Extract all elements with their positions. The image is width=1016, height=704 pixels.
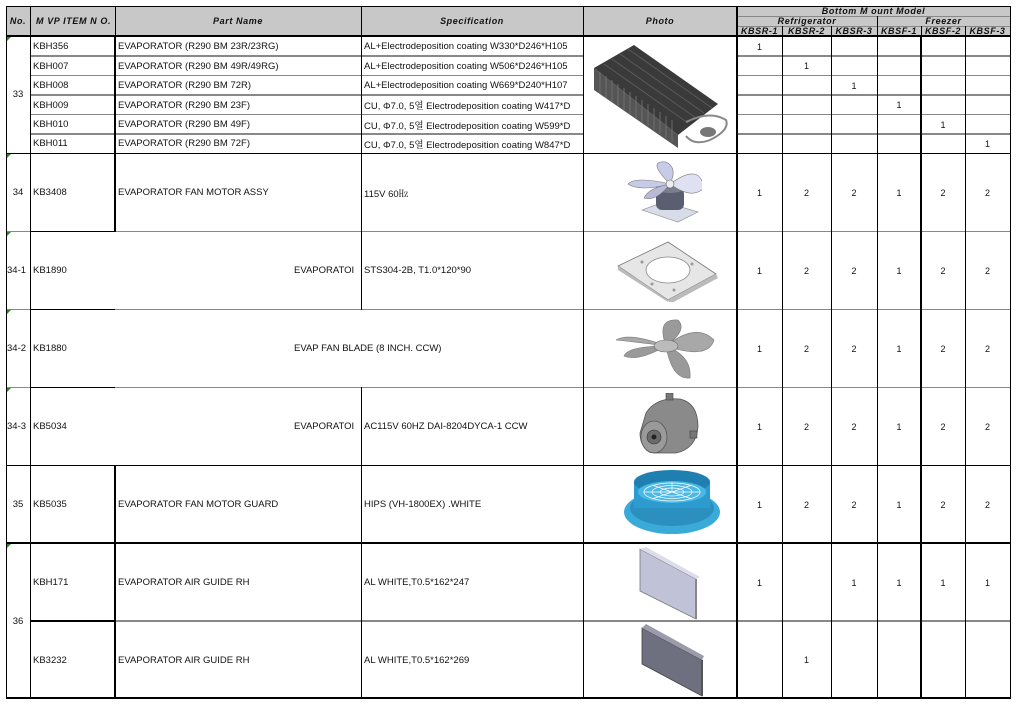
part-name: EVAPORATOI <box>294 265 355 276</box>
specification: 115V 60㎐ <box>364 188 409 200</box>
row-no-34-1: 34-1 <box>7 265 27 276</box>
part-name: EVAPORATOI <box>294 421 355 432</box>
qty-kbsr-2: 1 <box>803 655 809 665</box>
row-no-34-2: 34-2 <box>7 343 27 354</box>
qty-kbsr-2: 2 <box>803 187 809 198</box>
qty-kbsf-3: 2 <box>984 499 990 510</box>
fan-guard-image <box>622 468 722 538</box>
part-name: EVAPORATOR FAN MOTOR ASSY <box>118 187 269 198</box>
qty-kbsf-2: 2 <box>940 265 946 276</box>
qty-kbsf-3: 2 <box>984 187 990 198</box>
specification: AL WHITE,T0.5*162*269 <box>364 654 470 666</box>
evaporator-coil-image <box>590 40 732 148</box>
specification: AC115V 60HZ DAI-8204DYCA-1 CCW <box>364 421 528 432</box>
part-name: EVAPORATOR (R290 BM 23F) <box>118 99 250 111</box>
qty-kbsf-3: 2 <box>984 343 990 354</box>
qty-kbsr-2 <box>782 544 831 621</box>
header-model-kbsf-2: KBSF-2 <box>921 26 965 36</box>
item-no: KB5034 <box>33 421 67 432</box>
specification: CU, Φ7.0, 5열 Electrodeposition coating W599*D <box>364 120 571 132</box>
qty-kbsr-1: 1 <box>756 265 762 276</box>
qty-kbsr-3: 2 <box>851 265 857 276</box>
row-no-36: 36 <box>12 615 24 627</box>
qty-kbsf-3 <box>965 622 1010 698</box>
qty-kbsr-3: 2 <box>851 499 857 510</box>
part-name: EVAPORATOR (R290 BM 23R/23RG) <box>118 41 279 52</box>
qty-kbsf-2 <box>921 622 965 698</box>
header-bottom-mount-model: Bottom M ount Model <box>737 6 1010 16</box>
header-part-name: Part Name <box>115 6 361 36</box>
row-no-33: 33 <box>12 89 24 100</box>
header-refrigerator: Refrigerator <box>737 16 877 26</box>
qty-kbsr-3: 1 <box>851 80 857 91</box>
item-no: KBH171 <box>33 577 69 588</box>
part-name: EVAPORATOR (R290 BM 72F) <box>118 138 250 149</box>
qty-kbsr-1: 1 <box>756 577 762 588</box>
qty-kbsr-2: 1 <box>803 61 809 71</box>
part-name: EVAPORATOR AIR GUIDE RH <box>118 654 250 666</box>
item-no: KBH007 <box>33 60 69 72</box>
qty-kbsr-3: 2 <box>851 187 857 198</box>
qty-kbsf-1: 1 <box>896 187 902 198</box>
qty-kbsf-3: 1 <box>984 577 990 588</box>
specification: AL+Electrodeposition coating W506*D246*H105 <box>364 60 568 72</box>
qty-kbsf-2: 1 <box>940 577 946 588</box>
header-specification: Specification <box>361 6 583 36</box>
part-name: EVAPORATOR (R290 BM 49R/49RG) <box>118 60 279 72</box>
qty-kbsf-1: 1 <box>896 100 902 110</box>
header-model-kbsr-2: KBSR-2 <box>782 26 831 36</box>
qty-kbsr-1: 1 <box>756 41 762 52</box>
qty-kbsf-2: 2 <box>940 187 946 198</box>
part-name: EVAPORATOR FAN MOTOR GUARD <box>118 499 279 510</box>
item-no: KB3408 <box>33 187 67 198</box>
part-name: EVAP FAN BLADE (8 INCH. CCW) <box>294 343 442 354</box>
qty-kbsf-2: 2 <box>940 499 946 510</box>
row-no-35: 35 <box>12 499 24 510</box>
qty-kbsf-1: 1 <box>896 343 902 354</box>
qty-kbsr-1 <box>737 622 782 698</box>
qty-kbsr-2: 2 <box>803 499 809 510</box>
item-no: KB3232 <box>33 654 67 666</box>
qty-kbsr-2: 2 <box>803 343 809 354</box>
header-model-kbsf-3: KBSF-3 <box>965 26 1010 36</box>
qty-kbsr-3: 2 <box>851 421 857 432</box>
part-name: EVAPORATOR (R290 BM 72R) <box>118 80 252 91</box>
header-freezer: Freezer <box>877 16 1010 26</box>
qty-kbsf-2: 2 <box>940 343 946 354</box>
qty-kbsf-3: 1 <box>984 138 990 149</box>
qty-kbsf-1: 1 <box>896 577 902 588</box>
specification: AL WHITE,T0.5*162*247 <box>364 577 470 588</box>
header-mvp-item-no: M VP ITEM N O. <box>30 6 115 36</box>
qty-kbsf-2: 1 <box>940 119 946 130</box>
fan-motor-assy-image <box>626 158 702 228</box>
qty-kbsf-1 <box>877 622 921 698</box>
header-model-kbsr-3: KBSR-3 <box>831 26 877 36</box>
item-no: KB5035 <box>33 499 67 510</box>
qty-kbsr-1: 1 <box>756 499 762 510</box>
item-no: KB1880 <box>33 343 67 354</box>
qty-kbsr-3 <box>831 622 877 698</box>
header-photo: Photo <box>583 6 737 36</box>
part-name: EVAPORATOR (R290 BM 49F) <box>118 119 250 130</box>
header-model-kbsf-1: KBSF-1 <box>877 26 921 36</box>
qty-kbsr-2: 2 <box>803 265 809 276</box>
qty-kbsr-3: 1 <box>851 577 857 588</box>
qty-kbsr-2: 2 <box>803 421 809 432</box>
item-no: KBH010 <box>33 119 69 130</box>
motor-image <box>636 393 700 459</box>
item-no: KBH008 <box>33 80 69 91</box>
header-model-kbsr-1: KBSR-1 <box>737 26 782 36</box>
row-no-34-3: 34-3 <box>7 421 27 432</box>
qty-kbsf-1: 1 <box>896 421 902 432</box>
specification: HIPS (VH-1800EX) .WHITE <box>364 499 482 510</box>
specification: AL+Electrodeposition coating W330*D246*H105 <box>364 41 568 52</box>
specification: CU, Φ7.0, 5열 Electrodeposition coating W847*D <box>364 139 571 151</box>
item-no: KBH356 <box>33 41 69 52</box>
qty-kbsr-1: 1 <box>756 187 762 198</box>
specification: CU, Φ7.0, 5열 Electrodeposition coating W417*D <box>364 101 571 112</box>
row-no-34: 34 <box>12 187 24 198</box>
bracket-image <box>612 240 720 302</box>
qty-kbsf-1: 1 <box>896 499 902 510</box>
qty-kbsf-2: 2 <box>940 421 946 432</box>
item-no: KBH009 <box>33 99 69 111</box>
item-no: KB1890 <box>33 265 67 276</box>
qty-kbsr-1: 1 <box>756 343 762 354</box>
specification: STS304-2B, T1.0*120*90 <box>364 265 472 276</box>
qty-kbsr-1: 1 <box>756 421 762 432</box>
qty-kbsf-3: 2 <box>984 265 990 276</box>
qty-kbsr-3: 2 <box>851 343 857 354</box>
air-guide-rh-image <box>636 545 702 621</box>
part-name: EVAPORATOR AIR GUIDE RH <box>118 577 250 588</box>
qty-kbsf-1: 1 <box>896 265 902 276</box>
air-guide-rh-image <box>640 624 706 698</box>
item-no: KBH011 <box>33 138 68 149</box>
fan-blade-image <box>616 316 720 382</box>
specification: AL+Electrodeposition coating W669*D240*H107 <box>364 80 568 91</box>
qty-kbsf-3: 2 <box>984 421 990 432</box>
header-no: No. <box>6 6 30 36</box>
